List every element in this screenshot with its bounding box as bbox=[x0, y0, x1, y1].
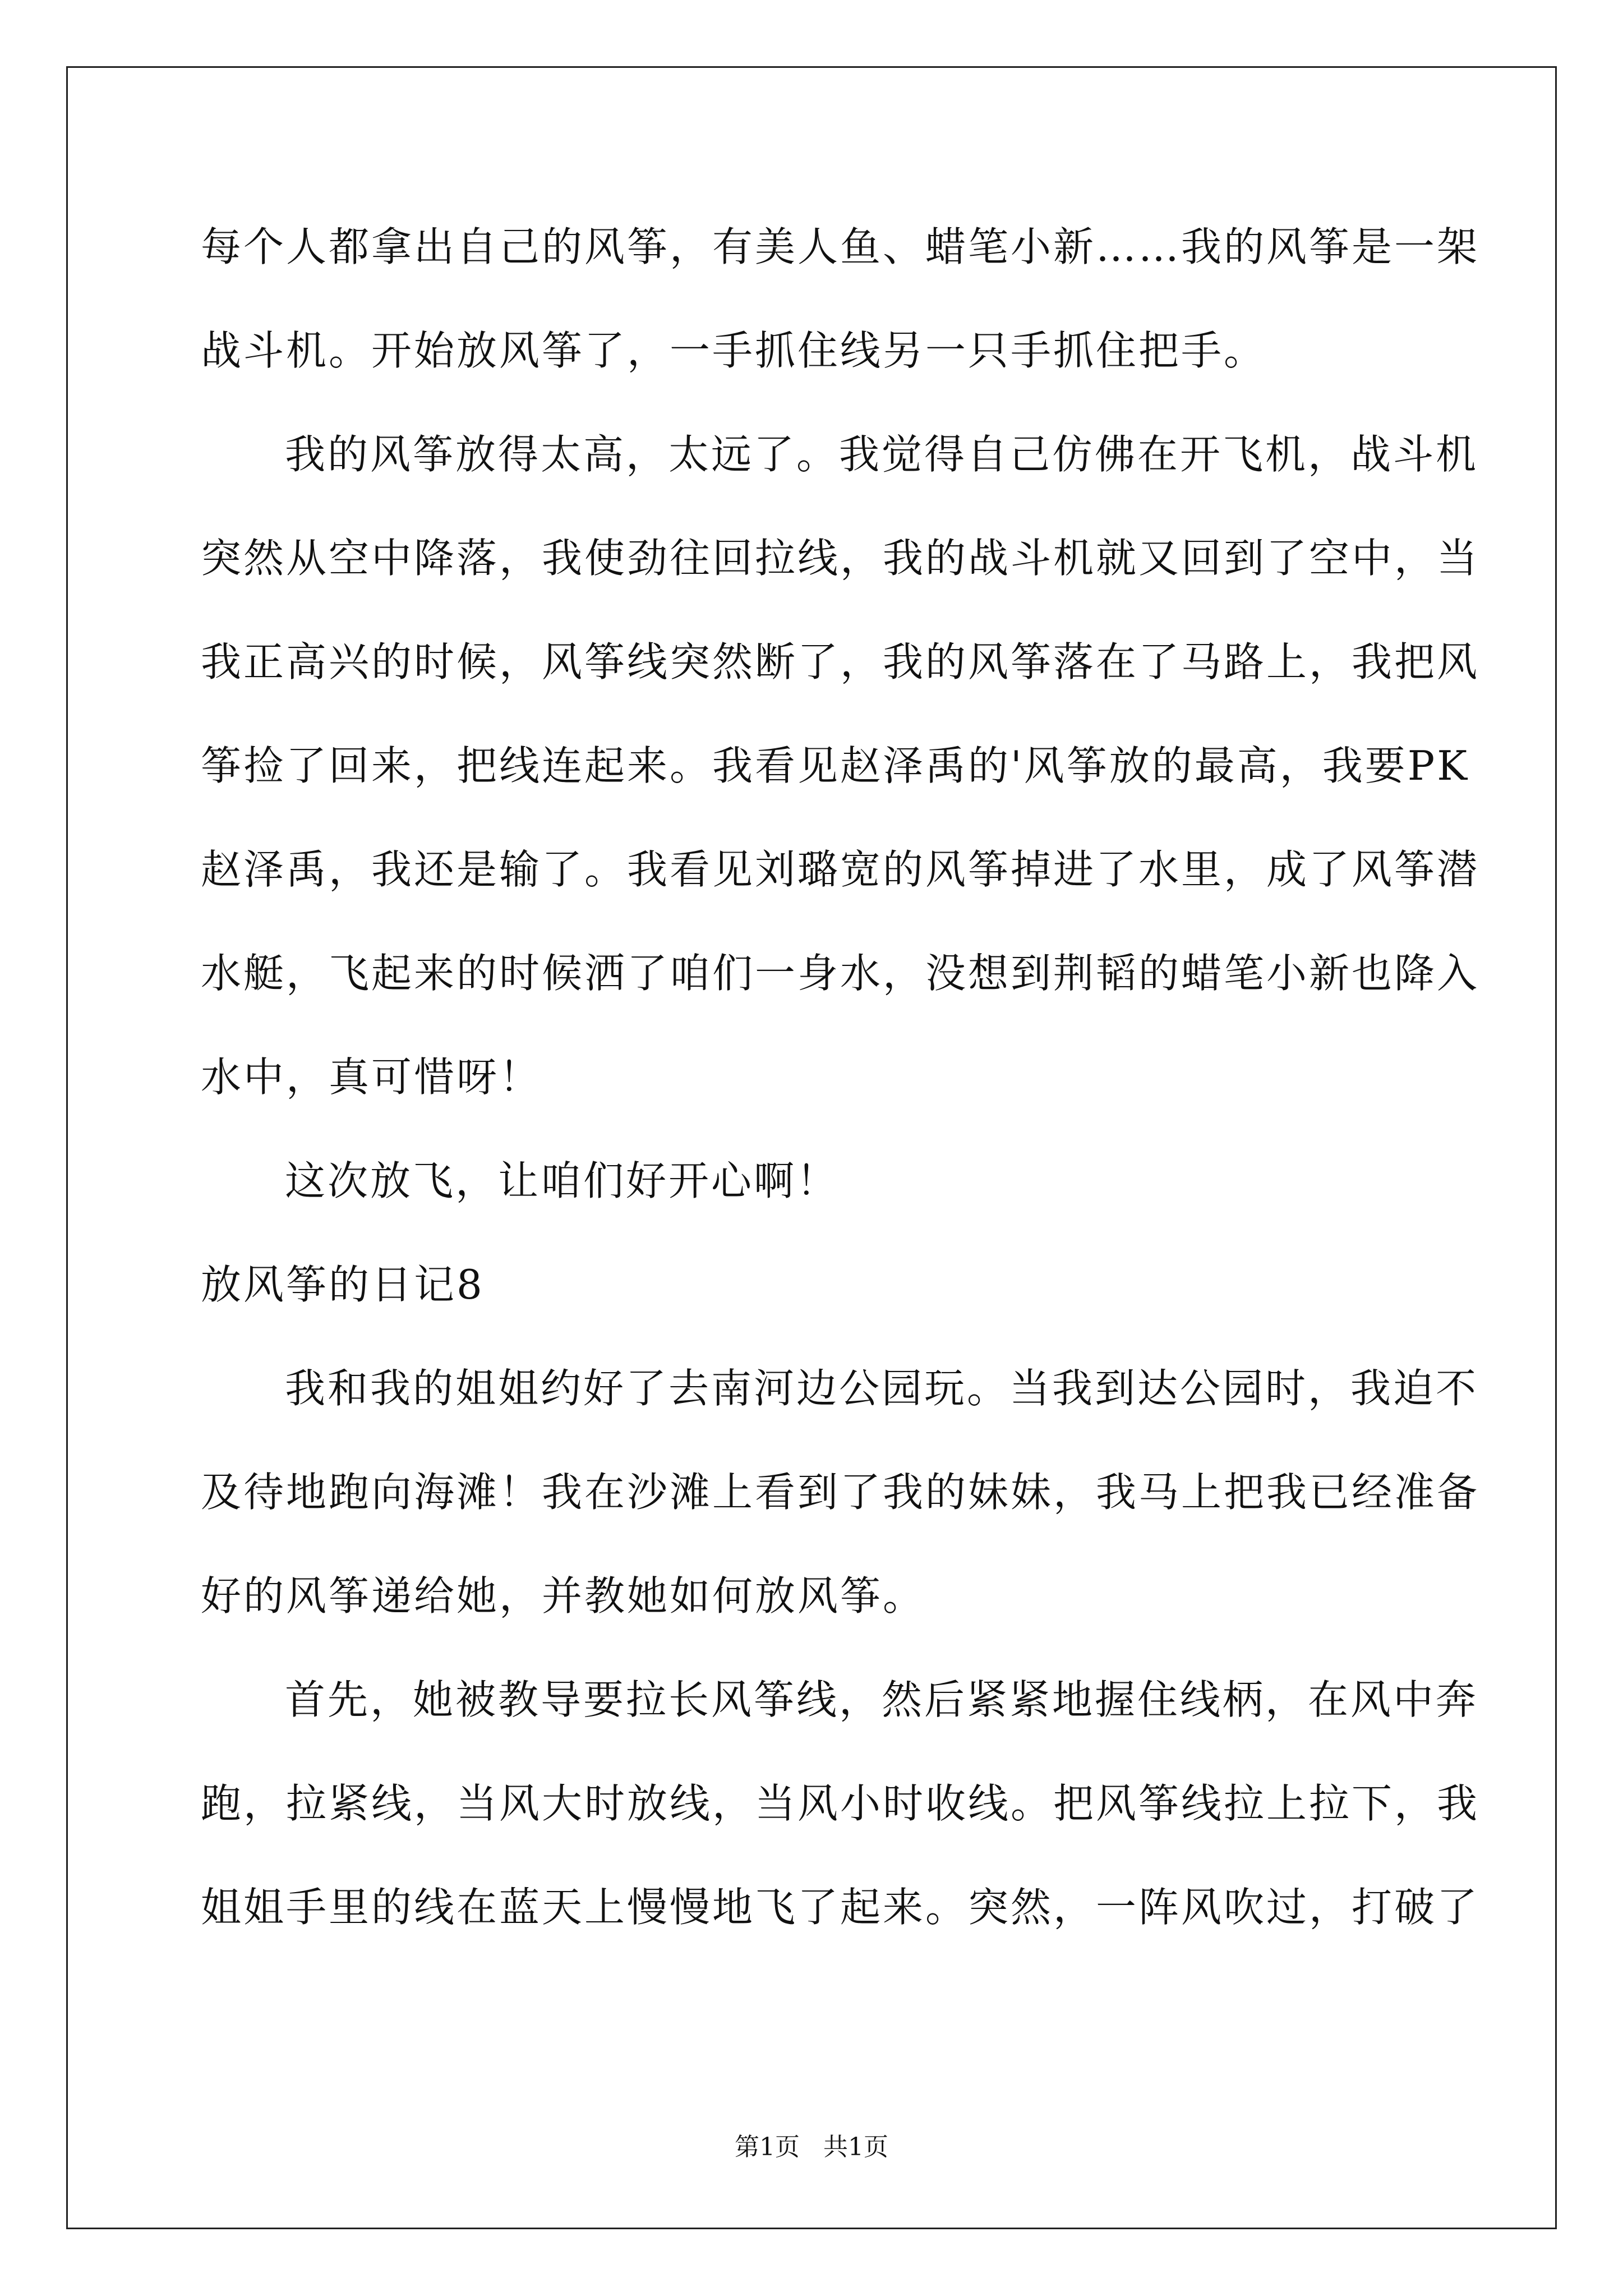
paragraph-line: 每个人都拿出自己的风筝，有美人鱼、蜡笔小新……我的风筝是一架 bbox=[201, 223, 1480, 270]
page-footer bbox=[0, 2131, 1623, 2164]
paragraph-line: 水中，真可惜呀！ bbox=[201, 1053, 542, 1101]
paragraph-line: 这次放飞，让咱们好开心啊！ bbox=[285, 1157, 840, 1204]
page-total: 共1页 bbox=[823, 2133, 888, 2161]
paragraph-line: 我和我的姐姐约好了去南河边公园玩。当我到达公园时，我迫不 bbox=[285, 1365, 1479, 1412]
paragraph-line: 筝捡了回来，把线连起来。我看见赵泽禹的'风筝放的最高，我要PK bbox=[201, 742, 1470, 789]
paragraph-line: 首先，她被教导要拉长风筝线，然后紧紧地握住线柄，在风中奔 bbox=[285, 1676, 1479, 1723]
paragraph-line: 姐姐手里的线在蓝天上慢慢地飞了起来。突然，一阵风吹过，打破了 bbox=[201, 1884, 1480, 1931]
paragraph-line: 我的风筝放得太高，太远了。我觉得自己仿佛在开飞机，战斗机 bbox=[285, 431, 1479, 478]
paragraph-line: 好的风筝递给她，并教她如何放风筝。 bbox=[201, 1572, 926, 1619]
page-number: 第1页 bbox=[735, 2133, 800, 2161]
paragraph-line: 水艇，飞起来的时候洒了咱们一身水，没想到荆韬的蜡笔小新也降入 bbox=[201, 950, 1480, 997]
paragraph-line: 跑，拉紧线，当风大时放线，当风小时收线。把风筝线拉上拉下，我 bbox=[201, 1780, 1480, 1827]
paragraph-line: 赵泽禹，我还是输了。我看见刘璐宽的风筝掉进了水里，成了风筝潜 bbox=[201, 846, 1480, 893]
paragraph-line: 我正高兴的时候，风筝线突然断了，我的风筝落在了马路上，我把风 bbox=[201, 638, 1480, 685]
paragraph-line: 战斗机。开始放风筝了，一手抓住线另一只手抓住把手。 bbox=[201, 327, 1267, 374]
section-heading: 放风筝的日记8 bbox=[201, 1261, 485, 1308]
paragraph-line: 突然从空中降落，我使劲往回拉线，我的战斗机就又回到了空中，当 bbox=[201, 535, 1480, 582]
paragraph-line: 及待地跑向海滩！我在沙滩上看到了我的妹妹，我马上把我已经准备 bbox=[201, 1469, 1480, 1516]
